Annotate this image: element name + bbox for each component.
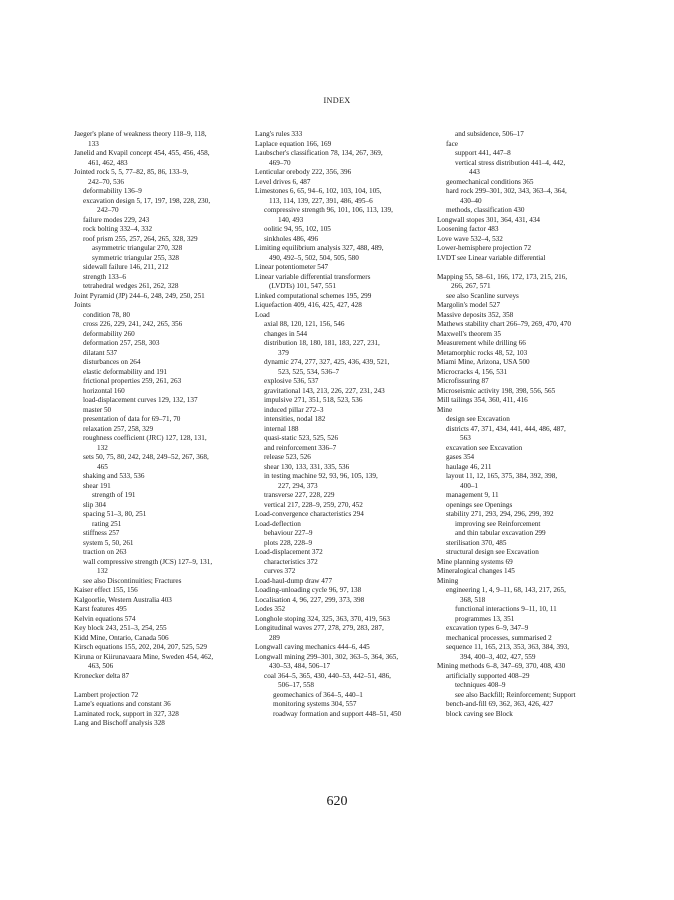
- index-entry: Key block 243, 251–3, 254, 255: [74, 624, 167, 632]
- index-entry: Load-displacement 372: [255, 548, 323, 556]
- index-entry: Load: [255, 310, 270, 319]
- index-entry: and reinforcement 336–7: [264, 443, 337, 452]
- index-entry: Mathews stability chart 266–79, 269, 470, 470: [437, 320, 571, 328]
- index-entry: Longwall mining 299–301, 302, 363–5, 364, 365, 430–53, 484, 506–17: [255, 652, 399, 670]
- index-entry: Miami Mine, Arizona, USA 500: [437, 358, 530, 366]
- index-entry: Longitudinal waves 277, 278, 279, 283, 287, 289: [255, 624, 384, 642]
- index-entry: Linear potentiometer 547: [255, 263, 329, 271]
- index-entry: dilatant 537: [83, 348, 118, 357]
- index-entry: rock bolting 332–4, 332: [83, 225, 153, 233]
- index-entry: release 523, 526: [264, 453, 311, 461]
- index-entry: sidewall failure 146, 211, 212: [83, 263, 169, 271]
- index-entry: programmes 13, 351: [455, 614, 515, 623]
- index-entry: Limiting equilibrium analysis 327, 488, 489, 490, 492–5, 502, 504, 505, 580: [255, 244, 384, 262]
- index-entry: Liquefaction 409, 416, 425, 427, 428: [255, 301, 362, 309]
- index-entry: quasi-static 523, 525, 526: [264, 434, 339, 442]
- index-entry: Lambert projection 72: [74, 690, 139, 699]
- index-entry: oolitic 94, 95, 102, 105: [264, 225, 331, 233]
- index-entry: Linear variable differential transformers (LVDTs) 101, 547, 551: [255, 272, 371, 290]
- index-entry: Laubscher's classification 78, 134, 267, 369, 469–70: [255, 149, 383, 167]
- index-column-2: [255, 130, 435, 719]
- index-entry: Kronecker delta 87: [74, 671, 130, 680]
- index-entry: Longwall caving mechanics 444–6, 445: [255, 643, 370, 651]
- index-entry: rating 251: [92, 519, 122, 528]
- index-entry: Kalgoorlie, Western Australia 403: [74, 595, 172, 604]
- index-entry: Mapping 55, 58–61, 166, 172, 173, 215, 216, 266, 267, 571: [437, 272, 568, 290]
- index-entry: vertical stress distribution 441–4, 442, 443: [455, 158, 566, 176]
- index-entry: Microseismic activity 198, 398, 556, 565: [437, 386, 556, 395]
- index-entry: intensities, nodal 182: [264, 415, 326, 423]
- index-entry: coal 364–5, 365, 430, 440–53, 442–51, 486, 506–17, 558: [264, 671, 391, 689]
- index-entry: Microcracks 4, 156, 531: [437, 367, 508, 376]
- index-entry: characteristics 372: [264, 557, 318, 566]
- index-entry: distribution 18, 180, 181, 183, 227, 231, 379: [264, 339, 380, 357]
- index-entry: stiffness 257: [83, 529, 120, 537]
- index-entry: districts 47, 371, 434, 441, 444, 486, 487, 563: [446, 424, 566, 442]
- index-entry: LVDT see Linear variable differential: [437, 253, 546, 262]
- index-entry: gravitational 143, 213, 226, 227, 231, 243: [264, 386, 385, 395]
- index-entry: horizontal 160: [83, 386, 125, 395]
- index-entry: plots 228, 228–9: [264, 538, 313, 547]
- index-entry: functional interactions 9–11, 10, 11: [455, 605, 557, 613]
- index-entry: Mining methods 6–8, 347–69, 370, 408, 430: [437, 662, 566, 670]
- index-entry: transverse 227, 228, 229: [264, 491, 335, 499]
- page-number: 620: [326, 794, 348, 809]
- index-entry: excavation design 5, 17, 197, 198, 228, 230, 242–70: [83, 196, 211, 214]
- index-entry: and thin tabular excavation 299: [455, 529, 546, 537]
- index-entry: shear 191: [83, 481, 111, 490]
- index-entry: Lodes 352: [255, 605, 286, 613]
- index-entry: compressive strength 96, 101, 106, 113, 139, 140, 493: [264, 206, 393, 224]
- index-entry: openings see Openings: [446, 500, 513, 509]
- index-entry: cross 226, 229, 241, 242, 265, 356: [83, 320, 183, 328]
- index-entry: artificially supported 408–29: [446, 671, 530, 680]
- index-entry: deformability 260: [83, 329, 135, 338]
- index-entry: presentation of data for 69–71, 70: [83, 415, 181, 423]
- index-entry: hard rock 299–301, 302, 343, 363–4, 364, 430–40: [446, 187, 567, 205]
- index-entry: Mill tailings 354, 360, 411, 416: [437, 396, 528, 404]
- index-entry: tetrahedral wedges 261, 262, 328: [83, 282, 179, 290]
- index-entry: axial 88, 120, 121, 156, 546: [264, 320, 345, 328]
- index-entry: Linked computational schemes 195, 299: [255, 291, 372, 300]
- index-entry: Maxwell's theorem 35: [437, 329, 501, 338]
- index-entry: see also Discontinuities; Fractures: [83, 576, 182, 585]
- index-entry: roadway formation and support 448–51, 450: [273, 709, 402, 718]
- index-entry: symmetric triangular 255, 328: [92, 253, 180, 262]
- index-entry: haulage 46, 211: [446, 462, 492, 471]
- index-gap: [437, 263, 615, 273]
- index-entry: sets 50, 75, 80, 242, 248, 249–52, 267, 368, 465: [83, 453, 209, 471]
- index-entry: traction on 263: [83, 548, 127, 556]
- index-entry: Load-haul-dump draw 477: [255, 576, 333, 585]
- index-entry: Load-convergence characteristics 294: [255, 510, 364, 518]
- index-entry: Joint Pyramid (JP) 244–6, 248, 249, 250, 251: [74, 291, 205, 300]
- index-entry: see also Backfill; Reinforcement; Support: [455, 690, 576, 699]
- index-entry: internal 188: [264, 424, 299, 433]
- index-entry: strength 133–6: [83, 272, 126, 281]
- index-entry: Laminated rock, support in 327, 328: [74, 709, 179, 718]
- index-entry: roof prism 255, 257, 264, 265, 328, 329: [83, 234, 198, 243]
- index-entry: Jaeger's plane of weakness theory 118–9, 118, 133: [74, 130, 207, 148]
- index-entry: vertical 217, 228–9, 259, 270, 452: [264, 500, 363, 509]
- index-entry: gases 354: [446, 453, 475, 461]
- index-entry: shaking and 533, 536: [83, 472, 145, 480]
- index-entry: Laplace equation 166, 169: [255, 139, 332, 148]
- index-entry: system 5, 50, 261: [83, 538, 134, 547]
- index-entry: impulsive 271, 351, 518, 523, 536: [264, 396, 363, 404]
- index-entry: changes in 544: [264, 329, 308, 338]
- index-entry: elastic deformability and 191: [83, 367, 168, 376]
- index-entry: bench-and-fill 69, 362, 363, 426, 427: [446, 700, 554, 708]
- index-entry: Loading-unloading cycle 96, 97, 138: [255, 586, 362, 594]
- index-entry: Joints: [74, 301, 91, 309]
- index-entry: Jointed rock 5, 5, 77–82, 85, 86, 133–9, 242–70, 536: [74, 168, 189, 186]
- index-entry: Lame's equations and constant 36: [74, 700, 171, 708]
- index-entry: see also Scanline surveys: [446, 291, 519, 300]
- index-entry: Massive deposits 352, 358: [437, 310, 514, 319]
- index-entry: Longhole stoping 324, 325, 363, 370, 419, 563: [255, 614, 390, 623]
- index-entry: asymmetric triangular 270, 328: [92, 244, 183, 252]
- index-entry: explosive 536, 537: [264, 377, 319, 385]
- index-entry: support 441, 447–8: [455, 149, 511, 157]
- index-entry: geomechanical conditions 365: [446, 177, 534, 186]
- index-entry: block caving see Block: [446, 709, 513, 718]
- index-entry: sinkholes 486, 496: [264, 234, 319, 243]
- index-entry: Longwall stopes 301, 364, 431, 434: [437, 215, 541, 224]
- index-entry: strength of 191: [92, 491, 136, 499]
- index-entry: management 9, 11: [446, 491, 499, 499]
- index-entry: slip 304: [83, 500, 106, 509]
- index-entry: Localisation 4, 96, 227, 299, 373, 398: [255, 595, 365, 604]
- index-entry: roughness coefficient (JRC) 127, 128, 131, 132: [83, 434, 207, 452]
- index-entry: Lang's rules 333: [255, 130, 303, 138]
- index-entry: Kaiser effect 155, 156: [74, 586, 138, 594]
- running-head: INDEX: [323, 96, 351, 105]
- index-entry: relaxation 257, 258, 329: [83, 424, 154, 433]
- index-entry: sequence 11, 165, 213, 353, 363, 384, 393, 394, 400–3, 402, 427, 559: [446, 643, 570, 661]
- index-entry: Lang and Bischoff analysis 328: [74, 719, 165, 727]
- index-gap: [74, 681, 246, 691]
- index-entry: techniques 408–9: [455, 681, 506, 689]
- index-entry: behaviour 227–9: [264, 529, 313, 537]
- index-entry: engineering 1, 4, 9–11, 68, 143, 217, 265, 368, 518: [446, 586, 566, 604]
- index-entry: layout 11, 12, 165, 375, 384, 392, 398, 400–1: [446, 472, 558, 490]
- index-entry: spacing 51–3, 80, 251: [83, 510, 147, 518]
- index-entry: curves 372: [264, 567, 296, 575]
- index-column-3: [437, 130, 615, 719]
- index-entry: geomechanics of 364–5, 440–1: [273, 690, 363, 699]
- index-entry: Karst features 495: [74, 605, 127, 613]
- index-entry: monitoring systems 304, 557: [273, 700, 357, 708]
- index-entry: Love wave 532–4, 532: [437, 234, 503, 243]
- index-entry: load-displacement curves 129, 132, 137: [83, 396, 198, 404]
- index-entry: frictional properties 259, 261, 263: [83, 377, 182, 385]
- index-entry: Kidd Mine, Ontario, Canada 506: [74, 633, 169, 642]
- index-entry: Limestones 6, 65, 94–6, 102, 103, 104, 105, 113, 114, 139, 227, 391, 486, 495–6: [255, 187, 382, 205]
- index-entry: Level drives 6, 487: [255, 177, 311, 186]
- index-entry: wall compressive strength (JCS) 127–9, 131, 132: [83, 557, 213, 575]
- index-entry: Kelvin equations 574: [74, 614, 136, 623]
- index-entry: master 50: [83, 405, 112, 414]
- index-entry: Mine planning systems 69: [437, 557, 513, 566]
- index-entry: Mine: [437, 405, 453, 414]
- index-entry: deformability 136–9: [83, 187, 142, 195]
- index-entry: Janelid and Kvapil concept 454, 455, 456, 458, 461, 462, 483: [74, 149, 210, 167]
- index-entry: Kiruna or Kiirunavaara Mine, Sweden 454, 462, 463, 506: [74, 652, 214, 670]
- index-entry: face: [446, 139, 458, 148]
- index-entry: and subsidence, 506–17: [455, 130, 524, 138]
- index-entry: deformation 257, 258, 303: [83, 339, 160, 347]
- index-entry: failure modes 229, 243: [83, 215, 150, 224]
- index-entry: condition 78, 80: [83, 310, 130, 319]
- index-entry: design see Excavation: [446, 415, 510, 423]
- index-entry: Load-deflection: [255, 519, 301, 528]
- index-entry: Loosening factor 483: [437, 225, 499, 233]
- index-entry: improving see Reinforcement: [455, 519, 541, 528]
- index-entry: Mineralogical changes 145: [437, 567, 515, 575]
- index-entry: Lower-hemisphere projection 72: [437, 244, 532, 252]
- index-column-1: [74, 130, 246, 729]
- index-entry: Lenticular orebody 222, 356, 396: [255, 168, 352, 176]
- index-entry: sterilisation 370, 485: [446, 538, 507, 547]
- index-entry: stability 271, 293, 294, 296, 299, 392: [446, 510, 554, 518]
- index-entry: shear 130, 133, 331, 335, 536: [264, 462, 350, 471]
- index-entry: excavation types 6–9, 347–9: [446, 624, 529, 632]
- index-entry: structural design see Excavation: [446, 548, 539, 556]
- index-entry: mechanical processes, summarised 2: [446, 633, 552, 642]
- index-entry: Kirsch equations 155, 202, 204, 207, 525, 529: [74, 643, 207, 651]
- index-entry: dynamic 274, 277, 327, 425, 436, 439, 521, 523, 525, 534, 536–7: [264, 358, 390, 376]
- index-entry: disturbances on 264: [83, 358, 141, 366]
- index-entry: induced pillar 272–3: [264, 405, 324, 414]
- index-entry: Mining: [437, 576, 459, 585]
- index-entry: Measurement while drilling 66: [437, 339, 526, 347]
- index-entry: in testing machine 92, 93, 96, 105, 139, 227, 294, 373: [264, 472, 378, 490]
- index-entry: Microfissuring 87: [437, 377, 489, 385]
- index-entry: Margolin's model 527: [437, 301, 501, 309]
- index-entry: Metamorphic rocks 48, 52, 103: [437, 348, 528, 357]
- index-entry: methods, classification 430: [446, 206, 525, 214]
- index-entry: excavation see Excavation: [446, 443, 523, 452]
